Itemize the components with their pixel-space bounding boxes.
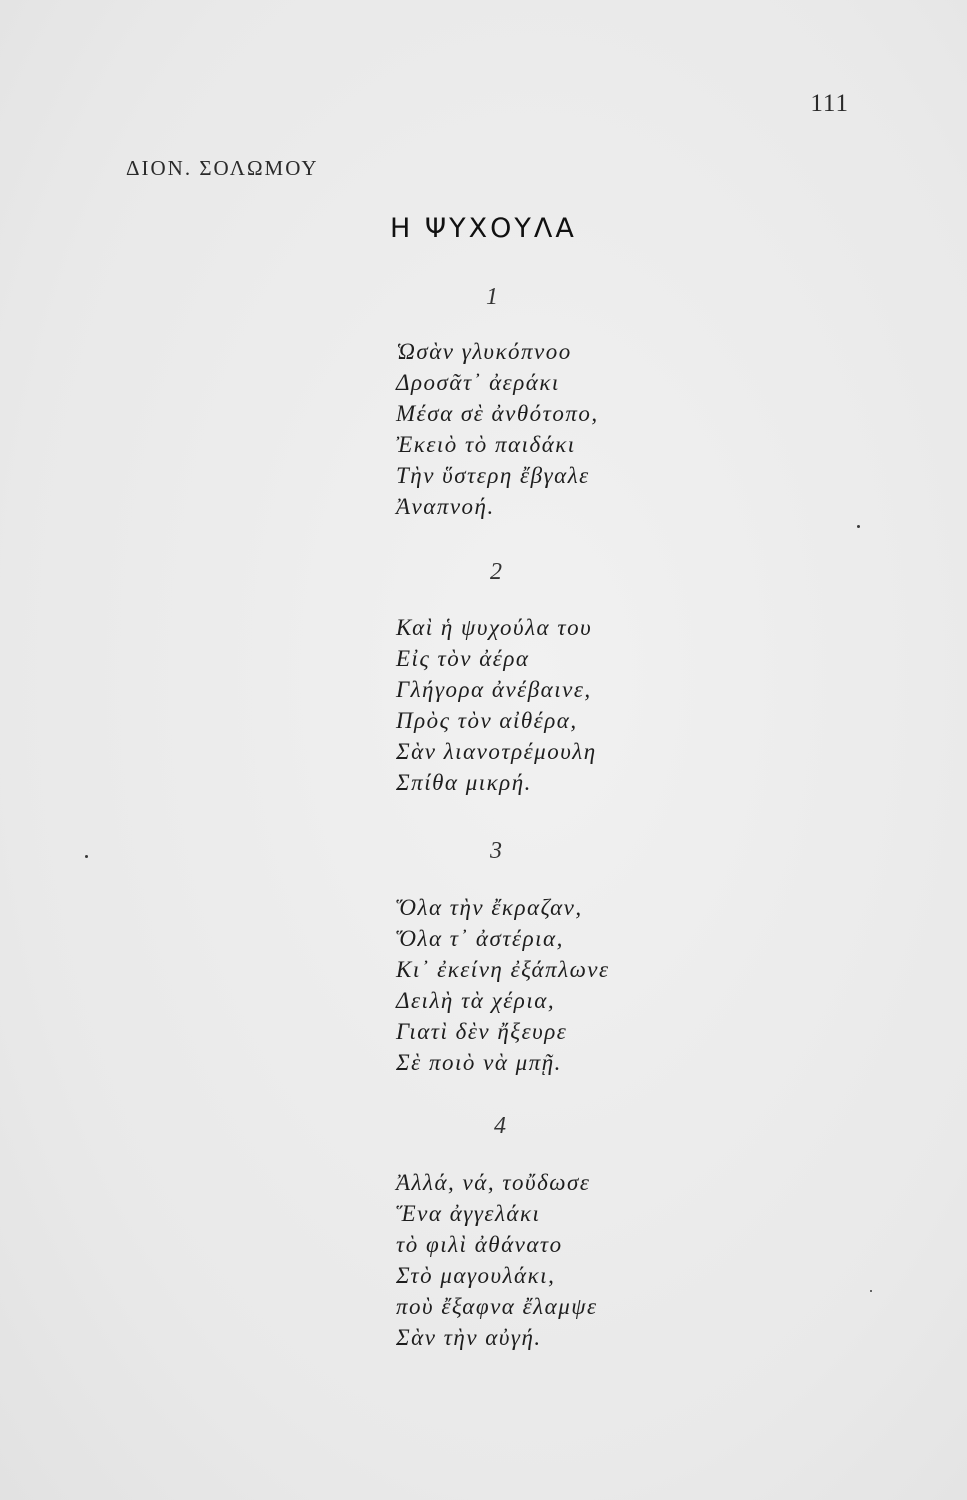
stanza-number: 1 bbox=[486, 284, 498, 310]
verse-line: Μέσα σὲ ἀνθότοπο, bbox=[396, 401, 599, 426]
verse-line: Δροσᾶτ᾿ ἀεράκι bbox=[396, 370, 560, 395]
verse-line: ποὺ ἔξαφνα ἔλαμψε bbox=[396, 1294, 598, 1319]
author-name: ΔΙΟΝ. ΣΟΛΩΜΟΥ bbox=[126, 156, 319, 180]
verse-line: Ἕνα ἀγγελάκι bbox=[396, 1201, 541, 1226]
print-speck bbox=[85, 855, 88, 858]
stanza bbox=[396, 892, 610, 1078]
stanza bbox=[396, 612, 597, 798]
verse-line: Ἀναπνοή. bbox=[396, 494, 495, 519]
poem-title: Η ΨΥΧΟΥΛΑ bbox=[390, 213, 577, 244]
verse-line: Καὶ ἡ ψυχούλα του bbox=[396, 615, 593, 640]
verse-line: Ὅλα τὴν ἔκραζαν, bbox=[396, 895, 583, 920]
stanza-number: 3 bbox=[490, 838, 502, 864]
verse-line: Στὸ μαγουλάκι, bbox=[396, 1263, 556, 1288]
verse-line: Τὴν ὕστερη ἔβγαλε bbox=[396, 463, 590, 488]
verse-line: Ὅλα τ᾿ ἀστέρια, bbox=[396, 926, 564, 951]
verse-line: Δειλὴ τὰ χέρια, bbox=[396, 988, 556, 1013]
verse-line: Ἐκειὸ τὸ παιδάκι bbox=[396, 432, 576, 457]
verse-line: Πρὸς τὸν αἰθέρα, bbox=[396, 708, 578, 733]
verse-line: Γιατὶ δὲν ἤξευρε bbox=[396, 1019, 568, 1044]
verse-line: Σὰν τὴν αὐγή. bbox=[396, 1325, 542, 1350]
print-speck bbox=[857, 525, 860, 528]
print-speck bbox=[870, 1290, 872, 1292]
verse-line: Εἰς τὸν ἀέρα bbox=[396, 646, 530, 671]
verse-line: Γλήγορα ἀνέβαινε, bbox=[396, 677, 592, 702]
stanza bbox=[396, 1167, 598, 1353]
verse-line: Σπίθα μικρή. bbox=[396, 770, 532, 795]
verse-line: τὸ φιλὶ ἀθάνατο bbox=[396, 1232, 563, 1257]
verse-line: Κι᾿ ἐκείνη ἐξάπλωνε bbox=[396, 957, 610, 982]
stanza-number: 2 bbox=[490, 559, 502, 585]
page-number: 111 bbox=[810, 90, 849, 117]
stanza-number: 4 bbox=[494, 1113, 506, 1139]
verse-line: Ἀλλά, νά, τοὔδωσε bbox=[396, 1170, 591, 1195]
verse-line: Ὡσὰν γλυκόπνοο bbox=[396, 339, 572, 364]
stanza bbox=[396, 336, 599, 522]
verse-line: Σὲ ποιὸ νὰ μπῇ. bbox=[396, 1050, 562, 1075]
verse-line: Σὰν λιανοτρέμουλη bbox=[396, 739, 597, 764]
